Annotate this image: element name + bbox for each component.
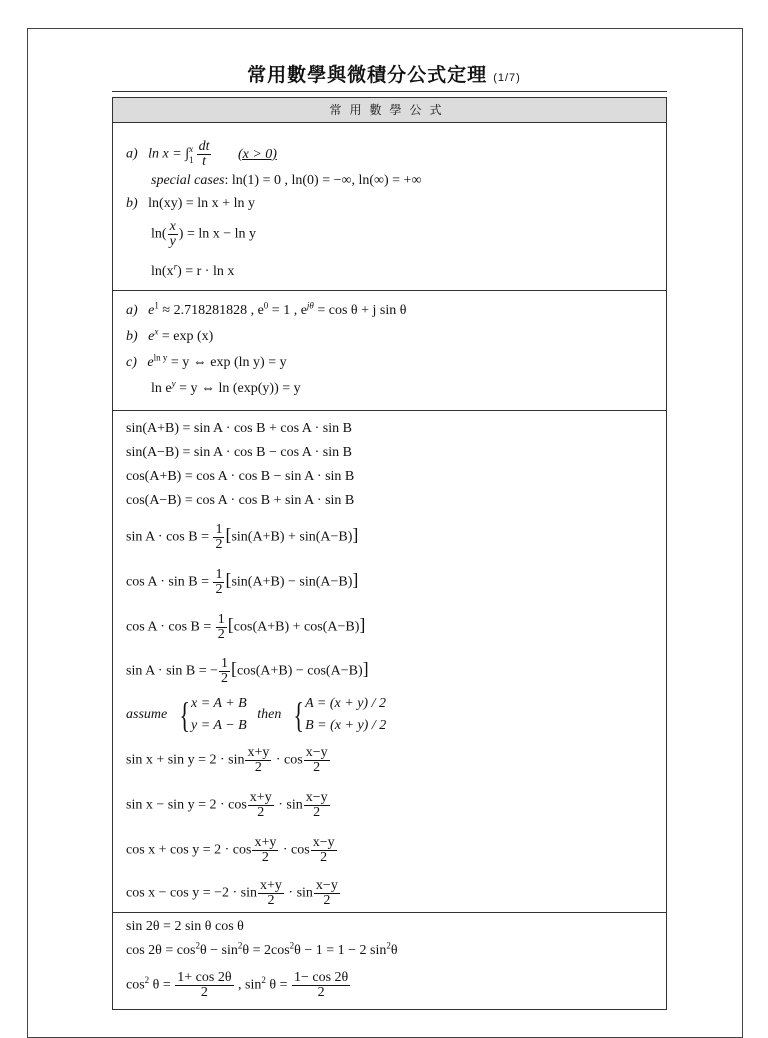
formula-sin-double: sin 2θ = 2 sin θ cos θ bbox=[126, 919, 244, 934]
formula-product-cos-sin: cos A · sin B = $\frac{1}{2}$ [sin(A+B) − sin(A−B)] bbox=[126, 567, 359, 597]
formula-table bbox=[112, 97, 667, 1010]
section-exponential bbox=[113, 291, 666, 411]
formula-special-cases: special cases: ln(1) = 0 , ln(0) = −∞, ln(∞) = +∞ bbox=[151, 173, 422, 188]
formula-ln-product: b) ln(xy) = ln x + ln y bbox=[126, 196, 255, 211]
page-number: (1/7) bbox=[493, 72, 521, 84]
formula-sin-sum: sin(A+B) = sin A · cos B + cos A · sin B bbox=[126, 421, 352, 436]
formula-sum-to-product-4: cos x − cos y = −2 · sin $\frac{x+y}{2}$ · sin $\frac{x-y}{2}$ bbox=[126, 878, 338, 908]
formula-product-sin-sin: sin A · sin B = − $\frac{1}{2}$ [cos(A+B) − cos(A−B)] bbox=[126, 656, 369, 686]
formula-euler: a) $e^1 \approx 2.718281828$ , $e^0 = 1$ , $e^{j\theta} = \cos \theta + j$ sin θ bbox=[126, 300, 407, 318]
document-title bbox=[0, 60, 768, 87]
section-double-angle bbox=[113, 913, 666, 1009]
section-trig-identities bbox=[113, 411, 666, 913]
formula-substitution: assume { x = A + B y = A − B then { A = (x + y) / 2 B = (x + y) / 2 bbox=[126, 695, 387, 735]
formula-sum-to-product-3: cos x + cos y = 2 · cos $\frac{x+y}{2}$ · cos $\frac{x-y}{2}$ bbox=[126, 835, 335, 865]
section-logarithm bbox=[113, 123, 666, 291]
formula-cos-double: $\cos 2\theta = \cos^2\theta - \sin^2\theta = 2\cos^2\theta - 1 = 1 - 2$ $\sin^2\theta$ bbox=[126, 940, 398, 958]
formula-cos-sum: cos(A+B) = cos A · cos B − sin A · sin B bbox=[126, 469, 355, 484]
formula-ln-integral: a) ln x = ∫ x 1 $\frac{dt}{t}$ (x > 0) bbox=[126, 139, 277, 169]
formula-power-reduction: $\cos^2 \theta$ = $\frac{1+ \cos 2\theta}{2}$ , $\sin^2 \theta$ = $\frac{1- \cos 2\theta}{2}$ bbox=[126, 970, 349, 1000]
formula-exp-def: b) $e^x = \exp (x)$ bbox=[126, 326, 214, 344]
formula-ln-quotient: ln( $\frac{x}{y}$ ) = ln x − ln y bbox=[151, 219, 257, 249]
formula-sin-diff: sin(A−B) = sin A · cos B − cos A · sin B bbox=[126, 445, 352, 460]
formula-sum-to-product-2: sin x − sin y = 2 · cos $\frac{x+y}{2}$ · sin $\frac{x-y}{2}$ bbox=[126, 790, 328, 820]
formula-product-cos-cos: cos A · cos B = $\frac{1}{2}$ [cos(A+B) + cos(A−B)] bbox=[126, 612, 366, 642]
title-rule bbox=[112, 91, 667, 92]
formula-cos-diff: cos(A−B) = cos A · cos B + sin A · sin B bbox=[126, 493, 355, 508]
table-heading: 常用數學公式 bbox=[113, 98, 666, 123]
formula-sum-to-product-1: sin x + sin y = 2 · sin $\frac{x+y}{2}$ · cos $\frac{x-y}{2}$ bbox=[126, 745, 328, 775]
formula-ln-power: $\ln(x^r) = r \cdot \ln x$ bbox=[151, 261, 235, 279]
formula-exp-ln: c) $e^{ln y} = y$ ⇔ exp (ln y) = y bbox=[126, 352, 287, 370]
formula-product-sin-cos: sin A · cos B = $\frac{1}{2}$ [sin(A+B) + sin(A−B)] bbox=[126, 522, 359, 552]
title-text: 常用數學與微積分公式定理 bbox=[247, 64, 488, 86]
formula-ln-exp: $\ln e^y = y$ ⇔ ln (exp(y)) = y bbox=[151, 378, 301, 396]
